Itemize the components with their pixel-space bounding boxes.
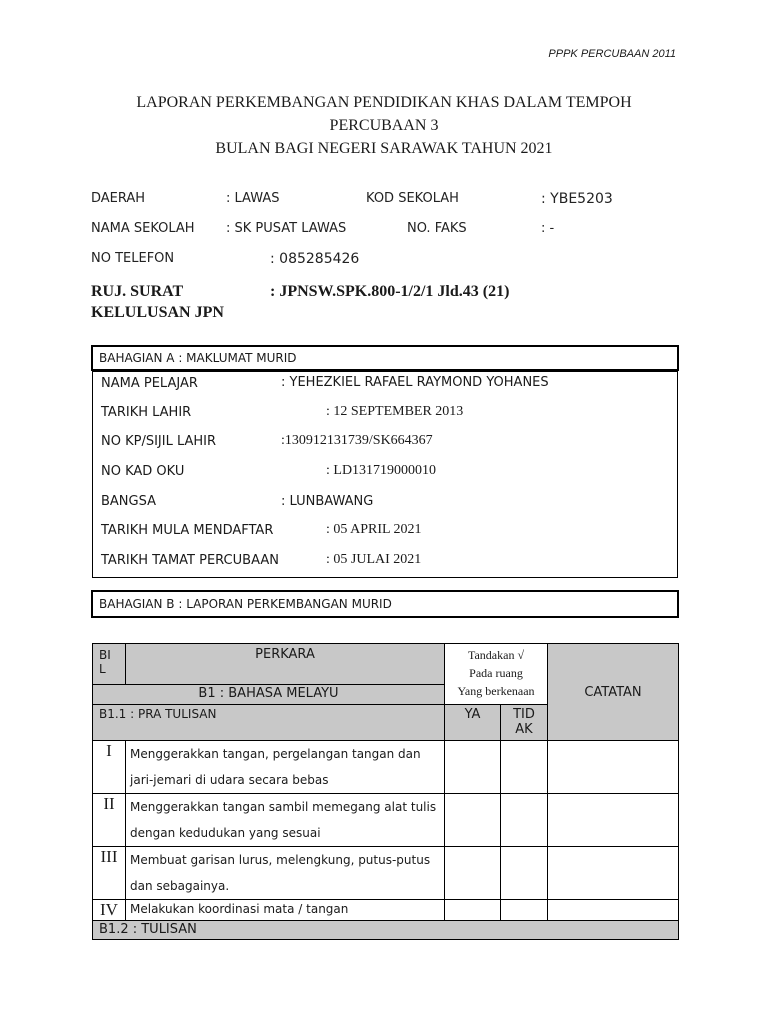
- catatan-cell[interactable]: [548, 900, 679, 921]
- daerah-label: DAERAH: [91, 191, 146, 206]
- item-number: IV: [93, 900, 126, 921]
- item-number: II: [93, 794, 126, 847]
- catatan-cell[interactable]: [548, 741, 679, 794]
- tidak-checkbox-cell[interactable]: [501, 794, 548, 847]
- tidak-header: [501, 705, 548, 741]
- no-faks-value: : -: [541, 221, 555, 236]
- b12-tulisan-header: B1.2 : TULISAN: [93, 921, 679, 940]
- perkara-header: PERKARA: [126, 644, 445, 685]
- item-text-line1: Menggerakkan tangan, pergelangan tangan dan: [130, 747, 421, 761]
- nama-sekolah-label: NAMA SEKOLAH: [91, 221, 195, 236]
- item-number: III: [93, 847, 126, 900]
- no-telefon-value: : 085285426: [270, 251, 360, 267]
- table-row: [93, 741, 679, 794]
- catatan-header: CATATAN: [548, 644, 679, 741]
- tidak-checkbox-cell[interactable]: [501, 847, 548, 900]
- kod-sekolah-value: : YBE5203: [541, 191, 613, 207]
- item-text-line2: jari-jemari di udara secara bebas: [130, 773, 329, 787]
- report-title-line-3: BULAN BAGI NEGERI SARAWAK TAHUN 2021: [215, 140, 553, 157]
- bangsa-value: : LUNBAWANG: [281, 494, 374, 509]
- item-number: I: [93, 741, 126, 794]
- item-text-line1: Menggerakkan tangan sambil memegang alat tulis: [130, 800, 437, 814]
- tarikh-mula-value: : 05 APRIL 2021: [326, 522, 422, 537]
- b11-pra-tulisan-header: B1.1 : PRA TULISAN: [93, 705, 445, 741]
- tidak-line2: AK: [515, 722, 533, 737]
- catatan-cell[interactable]: [548, 794, 679, 847]
- report-title-line-1: LAPORAN PERKEMBANGAN PENDIDIKAN KHAS DALAM TEMPOH: [136, 94, 632, 111]
- ya-checkbox-cell[interactable]: [445, 741, 501, 794]
- item-text-line2: dan sebagainya.: [130, 879, 230, 893]
- daerah-value: : LAWAS: [226, 191, 280, 206]
- report-title-line-2: PERCUBAAN 3: [329, 117, 439, 134]
- bil-header: [93, 644, 126, 685]
- ya-header: YA: [445, 705, 501, 741]
- bil-header-line1: BI: [99, 648, 111, 662]
- no-kad-oku-value: : LD131719000010: [326, 463, 437, 478]
- nama-pelajar-value: : YEHEZKIEL RAFAEL RAYMOND YOHANES: [281, 375, 549, 390]
- catatan-cell[interactable]: [548, 847, 679, 900]
- item-text-line2: dengan kedudukan yang sesuai: [130, 826, 321, 840]
- progress-table: [92, 643, 679, 940]
- tarikh-mula-label: TARIKH MULA MENDAFTAR: [101, 523, 274, 538]
- ya-checkbox-cell[interactable]: [445, 900, 501, 921]
- tarikh-tamat-label: TARIKH TAMAT PERCUBAAN: [101, 553, 279, 568]
- ya-checkbox-cell[interactable]: [445, 847, 501, 900]
- no-kad-oku-label: NO KAD OKU: [101, 464, 185, 479]
- table-row: [93, 794, 679, 847]
- tandakan-line3: Yang berkenaan: [457, 684, 535, 698]
- ya-checkbox-cell[interactable]: [445, 794, 501, 847]
- bil-header-line2: L: [99, 662, 106, 676]
- no-telefon-label: NO TELEFON: [91, 251, 175, 266]
- no-kp-value: :130912131739/SK664367: [281, 433, 433, 448]
- b1-bahasa-melayu-header: B1 : BAHASA MELAYU: [93, 685, 445, 705]
- tidak-checkbox-cell[interactable]: [501, 900, 548, 921]
- tandakan-header: [445, 644, 548, 705]
- item-text-line1: Melakukan koordinasi mata / tangan: [130, 902, 349, 916]
- no-kp-label: NO KP/SIJIL LAHIR: [101, 434, 217, 449]
- header-note: PPPK PERCUBAAN 2011: [548, 48, 676, 60]
- kelulusan-jpn-label: KELULUSAN JPN: [91, 304, 224, 321]
- tidak-line1: TID: [513, 707, 535, 722]
- kod-sekolah-label: KOD SEKOLAH: [366, 191, 459, 206]
- bangsa-label: BANGSA: [101, 494, 156, 509]
- tandakan-line2: Pada ruang: [469, 666, 523, 680]
- item-text: [126, 794, 445, 847]
- section-a-heading: BAHAGIAN A : MAKLUMAT MURID: [91, 345, 679, 371]
- item-text: [126, 847, 445, 900]
- section-b-heading: BAHAGIAN B : LAPORAN PERKEMBANGAN MURID: [91, 590, 679, 618]
- item-text-line1: Membuat garisan lurus, melengkung, putus-putus: [130, 853, 431, 867]
- table-row: [93, 847, 679, 900]
- tidak-checkbox-cell[interactable]: [501, 741, 548, 794]
- ruj-surat-label: RUJ. SURAT: [91, 283, 184, 300]
- tandakan-line1: Tandakan √: [467, 648, 525, 662]
- ruj-surat-value: : JPNSW.SPK.800-1/2/1 Jld.43 (21): [270, 283, 510, 300]
- nama-pelajar-label: NAMA PELAJAR: [101, 376, 198, 391]
- table-row: [93, 900, 679, 921]
- tarikh-lahir-label: TARIKH LAHIR: [101, 405, 192, 420]
- tarikh-tamat-value: : 05 JULAI 2021: [326, 552, 422, 567]
- tarikh-lahir-value: : 12 SEPTEMBER 2013: [326, 404, 464, 419]
- no-faks-label: NO. FAKS: [407, 221, 467, 236]
- item-text: [126, 900, 445, 921]
- item-text: [126, 741, 445, 794]
- nama-sekolah-value: : SK PUSAT LAWAS: [226, 221, 347, 236]
